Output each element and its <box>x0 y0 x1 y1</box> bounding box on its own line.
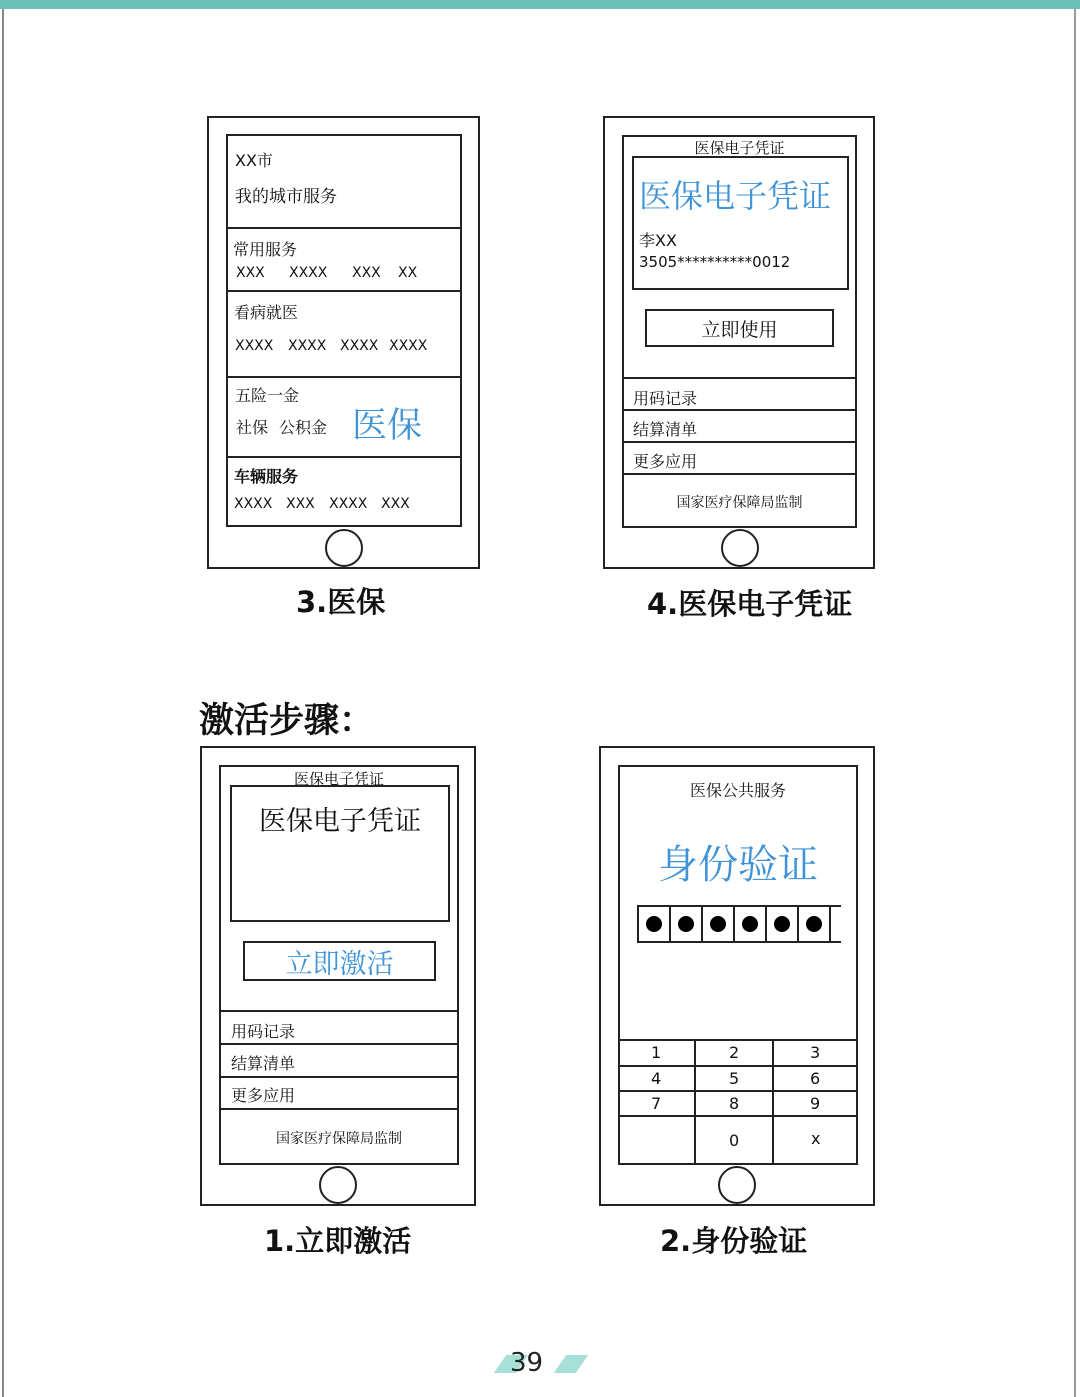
menu-item-usage-record[interactable]: 用码记录 <box>633 389 698 408</box>
pin-dot-cell <box>639 907 671 941</box>
key-delete[interactable]: x <box>811 1129 821 1148</box>
divider <box>221 1043 457 1045</box>
divider <box>624 473 855 475</box>
pin-dot-cell <box>767 907 799 941</box>
holder-name: 李XX <box>639 231 677 250</box>
divider <box>624 409 855 411</box>
key-4[interactable]: 4 <box>651 1069 662 1088</box>
divider <box>624 441 855 443</box>
divider <box>221 1010 457 1012</box>
pin-dot <box>646 916 662 932</box>
phone-yibao-screen <box>226 134 462 527</box>
service-item[interactable]: XXXX <box>235 338 274 354</box>
service-item[interactable]: 社保 <box>236 418 269 437</box>
card-title: 医保电子凭证 <box>259 806 421 837</box>
common-services-title: 常用服务 <box>233 240 298 259</box>
divider <box>624 377 855 379</box>
supervision-footer: 国家医疗保障局监制 <box>276 1131 402 1147</box>
home-button[interactable] <box>319 1166 357 1204</box>
verify-title: 身份验证 <box>658 842 818 888</box>
service-item[interactable]: XXX <box>352 265 381 281</box>
medical-title: 看病就医 <box>234 303 299 322</box>
keypad-col-divider <box>772 1039 774 1163</box>
phone-e-voucher <box>603 116 875 569</box>
key-0[interactable]: 0 <box>729 1131 740 1150</box>
phone-yibao <box>207 116 480 569</box>
top-accent-bar <box>0 0 1080 9</box>
service-item[interactable]: XXXX <box>389 338 428 354</box>
menu-item-more-apps[interactable]: 更多应用 <box>231 1086 296 1105</box>
voucher-card <box>230 785 450 922</box>
home-button[interactable] <box>718 1166 756 1204</box>
menu-item-more-apps[interactable]: 更多应用 <box>633 452 698 471</box>
phone-activate <box>200 746 476 1206</box>
use-now-button[interactable] <box>645 309 834 347</box>
voucher-card <box>632 156 849 290</box>
service-item[interactable]: XXXX <box>340 338 379 354</box>
use-now-label: 立即使用 <box>701 318 778 341</box>
service-item[interactable]: XXX <box>236 265 265 281</box>
key-8[interactable]: 8 <box>729 1094 740 1113</box>
activate-now-label: 立即激活 <box>285 948 394 980</box>
home-button[interactable] <box>721 529 759 567</box>
service-item[interactable]: XXXX <box>288 338 327 354</box>
card-title: 医保电子凭证 <box>639 177 832 215</box>
key-2[interactable]: 2 <box>729 1043 740 1062</box>
divider <box>228 376 460 378</box>
keypad-row-divider <box>620 1090 856 1092</box>
pin-dot-cell <box>671 907 703 941</box>
city-label: XX市 <box>235 151 273 170</box>
my-city-services: 我的城市服务 <box>235 187 337 207</box>
caption-e-voucher: 4.医保电子凭证 <box>647 587 853 621</box>
service-item[interactable]: XXXX <box>234 496 273 512</box>
home-button[interactable] <box>325 529 363 567</box>
keypad-row-divider <box>620 1065 856 1067</box>
screen-header: 医保公共服务 <box>689 781 786 800</box>
page-number-stripe <box>554 1355 589 1373</box>
key-5[interactable]: 5 <box>729 1069 740 1088</box>
screen-header: 医保电子凭证 <box>694 139 785 157</box>
activation-steps-heading: 激活步骤： <box>199 701 375 741</box>
insurance-title: 五险一金 <box>235 386 300 405</box>
key-1[interactable]: 1 <box>651 1043 662 1062</box>
pin-input[interactable] <box>637 905 841 943</box>
phone-activate-screen <box>219 765 459 1165</box>
phone-e-voucher-screen <box>622 135 857 528</box>
activate-now-button[interactable] <box>243 941 436 981</box>
key-3[interactable]: 3 <box>810 1043 821 1062</box>
pin-dot-cell <box>703 907 735 941</box>
service-item[interactable]: XXXX <box>329 496 368 512</box>
vehicle-title: 车辆服务 <box>234 467 299 486</box>
service-item[interactable]: XXXX <box>289 265 328 281</box>
left-page-edge <box>2 9 4 1397</box>
phone-id-verify-screen <box>618 765 858 1165</box>
divider <box>228 290 460 292</box>
service-item[interactable]: XXX <box>286 496 315 512</box>
service-item[interactable]: XXX <box>381 496 410 512</box>
pin-dot <box>678 916 694 932</box>
divider <box>228 227 460 229</box>
pin-dot <box>710 916 726 932</box>
service-item[interactable]: XX <box>398 265 418 281</box>
screen-header: 医保电子凭证 <box>293 770 384 788</box>
keypad-col-divider <box>694 1039 696 1163</box>
pin-dot <box>806 916 822 932</box>
keypad-row-divider <box>620 1115 856 1117</box>
caption-activate: 1.立即激活 <box>264 1224 412 1258</box>
divider <box>221 1076 457 1078</box>
menu-item-settlement[interactable]: 结算清单 <box>231 1054 296 1073</box>
right-page-edge <box>1074 9 1076 1397</box>
divider <box>221 1108 457 1110</box>
caption-yibao: 3.医保 <box>296 585 386 619</box>
supervision-footer: 国家医疗保障局监制 <box>676 495 803 511</box>
pin-dot <box>774 916 790 932</box>
pin-dot <box>742 916 758 932</box>
caption-id-verify: 2.身份验证 <box>660 1224 808 1258</box>
phone-id-verify <box>599 746 875 1206</box>
key-7[interactable]: 7 <box>651 1094 662 1113</box>
yibao-highlight[interactable]: 医保 <box>352 406 423 446</box>
menu-item-settlement[interactable]: 结算清单 <box>633 420 698 439</box>
pin-dot-cell <box>735 907 767 941</box>
keypad-border <box>620 1039 856 1041</box>
page-number: 39 <box>510 1348 544 1378</box>
pin-dot-cell <box>799 907 831 941</box>
id-number: 3505**********0012 <box>639 253 791 271</box>
key-6[interactable]: 6 <box>810 1069 821 1088</box>
menu-item-usage-record[interactable]: 用码记录 <box>231 1022 296 1041</box>
divider <box>228 456 460 458</box>
service-item[interactable]: 公积金 <box>279 418 328 437</box>
key-9[interactable]: 9 <box>810 1094 821 1113</box>
